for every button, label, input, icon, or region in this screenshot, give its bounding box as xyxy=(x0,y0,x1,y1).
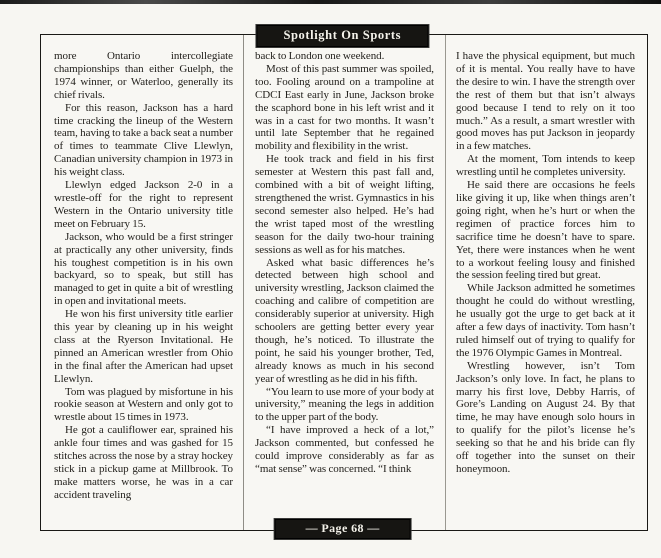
paragraph: “I have improved a heck of a lot,” Jackson commented, but confessed he could improve considerably as far as “mat sense” was concerned. “I think xyxy=(255,424,434,475)
paragraph: He got a cauliflower ear, sprained his ankle four times and was gashed for 15 stitches across the nose by a stray hockey stick in a pickup game at Millbrook. To make matters worse, he was in a car accident traveling xyxy=(54,424,233,501)
paragraph: While Jackson admitted he sometimes thought he could do without wrestling, he usually got the urge to get back at it after a few days of inactivity. Tom hasn’t ruled himself out of trying to qualify for the 1976 Olympic Games in Montreal. xyxy=(456,282,635,359)
paragraph: Llewlyn edged Jackson 2-0 in a wrestle-off for the right to represent Western in the Ontario university title meet on February 15. xyxy=(54,179,233,230)
paragraph: For this reason, Jackson has a hard time cracking the lineup of the Western team, having to take a back seat a number of times to teammate Clive Llewlyn, Canadian university champion in 1973 in his weight class. xyxy=(54,101,233,179)
paragraph: He won his first university title earlier this year by cleaning up in his weight class at the Ryerson Invitational. He pinned an American wrestler from Ohio in the final after the American had upset Llewlyn. xyxy=(54,308,233,385)
paragraph: I have the physical equipment, but much of it is mental. You really have to have the desire to win. I have the strength over the rest of them but that isn’t always good because I tend to rely on it too much.” As a result, a smart wrestler with good moves has put Jackson in jeopardy in a few matches. xyxy=(456,50,635,153)
section-banner xyxy=(256,25,428,47)
paragraph: He took track and field in his first semester at Western this past fall and, combined with a bit of weight lifting, strengthened the wrist. Gymnastics in his second semester also helped. He’s had the wrist taped most of the wrestling season for the daily two-hour training sessions as well as for his matches. xyxy=(255,153,434,256)
article-frame xyxy=(40,28,648,535)
paragraph: Asked what basic differences he’s detected between high school and university wrestling, Jackson claimed the coaching and calibre of competition are considerably superior at university. High schoolers are getting better every year though, he’s noticed. To illustrate the point, he said his younger brother, Ted, already knows as much in his second year of wrestling as he did in his fifth. xyxy=(255,256,434,385)
paragraph: Wrestling however, isn’t Tom Jackson’s only love. In fact, he plans to marry his first love, Debby Harris, of Gore’s Landing on August 24. By that time, he may have enough solo hours in to qualify for the pilot’s license he’s seeking so that he and his bride can fly off together into the sunset on their honeymoon. xyxy=(456,359,635,475)
paragraph: “You learn to use more of your body at university,” meaning the legs in addition to the upper part of the body. xyxy=(255,385,434,424)
paragraph: He said there are occasions he feels like giving it up, like when things aren’t going right, when he’s hurt or when the regimen of practice forces him to sacrifice time he doesn’t have to spare. Yet, there were instances when he went to a workout feeling lousy and finished the session feeling tired but great. xyxy=(456,179,635,282)
paragraph: At the moment, Tom intends to keep wrestling until he completes university. xyxy=(456,153,635,179)
article-columns xyxy=(41,35,647,530)
article-column-3 xyxy=(446,35,635,530)
paragraph: more Ontario intercollegiate championships than either Guelph, the 1974 winner, or Waterloo, generally its chief rivals. xyxy=(54,50,233,101)
paragraph: Jackson, who would be a first stringer at practically any other university, finds his toughest competition is in his own backyard, so to speak, but still has managed to get in quite a bit of wrestling in open and invitational meets. xyxy=(54,230,233,308)
article-column-1 xyxy=(54,35,243,530)
paragraph: Tom was plagued by misfortune in his rookie season at Western and only got to wrestle about 15 times in 1973. xyxy=(54,385,233,424)
section-banner-title: Spotlight On Sports xyxy=(283,28,402,42)
page-number-banner xyxy=(275,519,411,539)
article-column-2 xyxy=(243,35,446,530)
paragraph: Most of this past summer was spoiled, too. Fooling around on a trampoline at CDCI East early in June, Jackson broke the scaphord bone in his left wrist and it was in a cast for two months. It wasn’t until late September that he regained mobility and flexibility in the wrist. xyxy=(255,62,434,153)
scan-edge-artifact xyxy=(0,0,661,4)
page-number-label: — Page 68 — xyxy=(305,521,380,535)
paragraph: back to London one weekend. xyxy=(255,50,385,62)
